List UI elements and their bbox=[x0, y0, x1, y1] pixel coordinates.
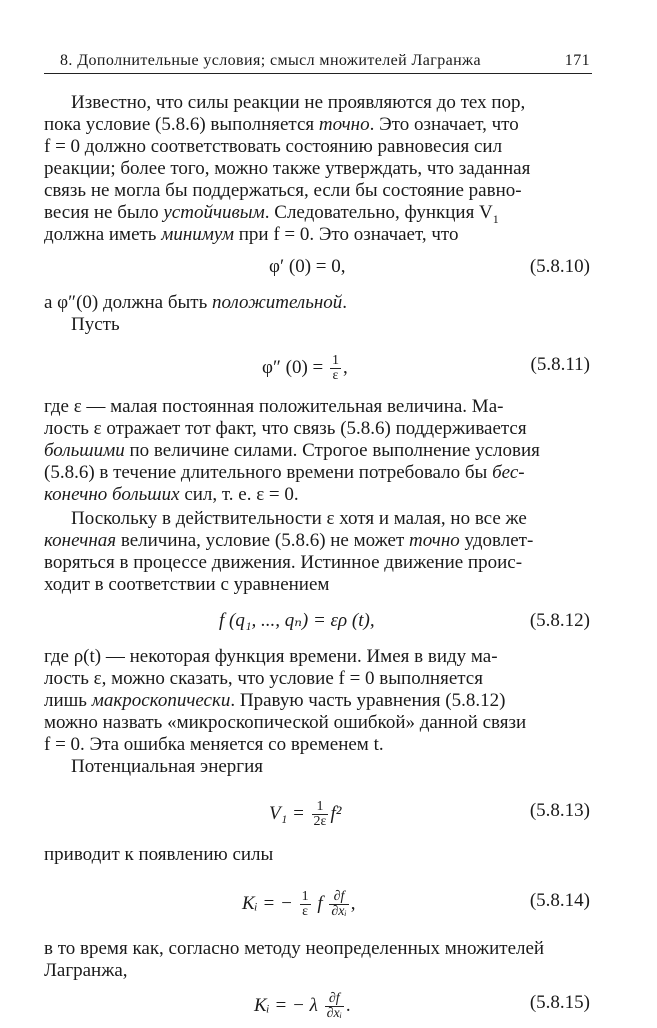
text-line: связь не могла бы поддержаться, если бы состояние равно- bbox=[44, 180, 522, 201]
italic-term: точно bbox=[318, 114, 370, 135]
equation-number: (5.8.15) bbox=[529, 992, 590, 1013]
italic-term: большими bbox=[44, 440, 125, 461]
fraction: $\frac{\partial f}{\text{∂xᵢ}}$ bbox=[326, 991, 342, 1021]
italic-term: устойчивым bbox=[163, 202, 265, 223]
text-line: должна иметь минимум при f = 0. Это означает, что bbox=[44, 224, 459, 245]
fraction: $\frac{1}{\varepsilon}$ bbox=[332, 353, 339, 383]
header-rule bbox=[44, 73, 592, 74]
italic-term: минимум bbox=[161, 224, 234, 245]
paragraph-3: Пусть bbox=[71, 314, 120, 335]
equation-number: (5.8.10) bbox=[529, 256, 590, 277]
equation-body: V₁ = $\frac{1}{2\varepsilon}$ f² bbox=[269, 799, 342, 829]
page-body bbox=[44, 92, 590, 1028]
equation-5-8-12 bbox=[44, 610, 590, 632]
paragraph-5: Поскольку в действительности ε хотя и малая, но все же конечная величина, условие (5.8.6) не может точно удовлет- воряться в процессе движения. Истинное движение проис- ходит в соответствии с уравнением bbox=[44, 508, 534, 595]
equation-5-8-11 bbox=[44, 353, 590, 383]
equation-body: Kᵢ = − $\frac{1}{\varepsilon}$ f $\frac{\partial f}{\text{∂xᵢ}}$ , bbox=[242, 889, 356, 919]
italic-term: положительной bbox=[212, 292, 343, 313]
italic-term: конечная bbox=[44, 530, 117, 551]
paragraph-6: где ρ(t) — некоторая функция времени. Имея в виду ма- лость ε, можно сказать, что условие f = 0 выполняется лишь макроскопически. Правую часть уравнения (5.8.12) можно назвать «микроскопической ошибкой» данной связи f = 0. Эта ошибка меняется со временем t. bbox=[44, 646, 527, 755]
equation-body: φ′ (0) = 0, bbox=[269, 256, 346, 277]
text-line: f = 0 должно соответствовать состоянию равновесия сил bbox=[44, 136, 503, 157]
italic-term: точно bbox=[409, 530, 460, 551]
text-line: реакции; более того, можно также утверждать, что заданная bbox=[44, 158, 531, 179]
equation-5-8-14 bbox=[44, 889, 590, 919]
equation-5-8-13 bbox=[44, 799, 590, 829]
text-line: весия не было устойчивым. Следовательно, функция $V_1$ bbox=[44, 202, 499, 226]
paragraph-7: Потенциальная энергия bbox=[71, 756, 264, 777]
equation-body: Kᵢ = − λ $\frac{\partial f}{\text{∂xᵢ}}$ . bbox=[254, 991, 351, 1021]
paragraph-8: приводит к появлению силы bbox=[44, 844, 274, 865]
text-line: пока условие (5.8.6) выполняется точно. Это означает, что bbox=[44, 114, 519, 135]
equation-number: (5.8.13) bbox=[529, 800, 590, 821]
fraction: $\frac{1}{\varepsilon}$ bbox=[301, 889, 309, 919]
italic-term: бес- bbox=[492, 462, 525, 483]
paragraph-2: а φ″(0) должна быть положительной. bbox=[44, 292, 348, 313]
text-line: Известно, что силы реакции не проявляются до тех пор, bbox=[71, 92, 526, 113]
fraction: $\frac{1}{2\varepsilon}$ bbox=[313, 799, 327, 829]
equation-number: (5.8.14) bbox=[529, 890, 590, 911]
page-number: 171 bbox=[564, 52, 590, 69]
italic-term: конечно больших bbox=[44, 484, 180, 505]
running-header bbox=[44, 48, 590, 74]
paragraph-9: в то время как, согласно методу неопределенных множителей Лагранжа, bbox=[44, 938, 545, 981]
equation-5-8-15 bbox=[44, 991, 590, 1021]
equation-number: (5.8.11) bbox=[530, 354, 590, 375]
equation-body: f (q₁, ..., qₙ) = ερ (t), bbox=[219, 610, 375, 631]
header-title: 8. Дополнительные условия; смысл множителей Лагранжа bbox=[60, 52, 482, 69]
paragraph-4: где ε — малая постоянная положительная величина. Ма- лость ε отражает тот факт, что связь (5.8.6) поддерживается большими по величине силами. Строгое выполнение условия (5.8.6) в течение длительного времени потребовало бы бес- конечно больших сил, т. е. ε = 0. bbox=[44, 396, 540, 505]
equation-5-8-10 bbox=[44, 256, 590, 278]
paragraph-1 bbox=[44, 92, 590, 246]
equation-body: φ″ (0) = $\frac{1}{\varepsilon}$ , bbox=[262, 353, 348, 383]
fraction: $\frac{\partial f}{\text{∂xᵢ}}$ bbox=[331, 889, 347, 919]
italic-term: макроскопически bbox=[91, 690, 231, 711]
equation-number: (5.8.12) bbox=[529, 610, 590, 631]
